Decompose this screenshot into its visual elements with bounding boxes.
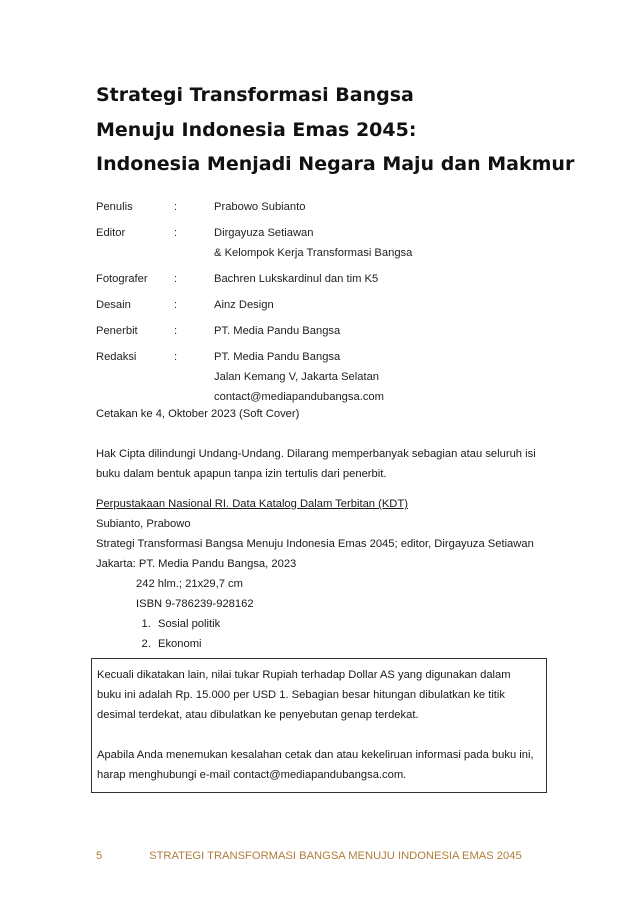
colophon-separator: : [174,201,178,213]
title-line-2: Menuju Indonesia Emas 2045: [96,118,417,141]
colophon-row-penulis [96,197,412,217]
kdt-publisher-line: Jakarta: PT. Media Pandu Bangsa, 2023 [96,558,297,570]
colophon-value-line: Bachren Lukskardinul dan tim K5 [214,273,379,285]
colophon-value [214,295,274,315]
colophon-row-penerbit [96,321,412,341]
edition-statement: Cetakan ke 4, Oktober 2023 (Soft Cover) [96,408,300,420]
colophon-value-line: Dirgayuza Setiawan [214,227,314,239]
notice-paragraph-2: Apabila Anda menemukan kesalahan cetak dan atau kekeliruan informasi pada buku ini, harap menghubungi e-mail contact@mediapandubangsa.com. [97,749,534,781]
colophon-value [214,347,384,407]
kdt-subject-item: 1. Sosial politik [154,614,534,634]
colophon-row-desain [96,295,412,315]
colophon-separator: : [174,325,178,337]
catalog-in-publication [96,494,534,654]
page-number: 5 [96,850,103,862]
kdt-subject-list [96,614,534,654]
colophon-value-line: PT. Media Pandu Bangsa [214,351,341,363]
colophon-label: Fotografer [96,273,148,285]
colophon-value [214,269,378,289]
colophon-label: Editor [96,227,126,239]
colophon-label: Redaksi [96,351,137,363]
colophon-value-line: Ainz Design [214,299,274,311]
title-line-3: Indonesia Menjadi Negara Maju dan Makmur [96,153,575,175]
colophon-value-line: contact@mediapandubangsa.com [214,391,384,403]
colophon-separator: : [174,227,178,239]
page-footer [96,850,522,862]
colophon-value-line: Jalan Kemang V, Jakarta Selatan [214,371,380,383]
colophon-label: Desain [96,299,131,311]
kdt-title-line: Strategi Transformasi Bangsa Menuju Indonesia Emas 2045; editor, Dirgayuza Setiawan [96,538,534,550]
colophon-label: Penerbit [96,325,138,337]
colophon-row-editor [96,223,412,263]
colophon-row-fotografer [96,269,412,289]
notice-box [91,658,547,793]
colophon-value [214,223,412,263]
colophon-value-line: & Kelompok Kerja Transformasi Bangsa [214,247,413,259]
colophon-value-line: PT. Media Pandu Bangsa [214,325,341,337]
colophon-label: Penulis [96,201,133,213]
title-line-1: Strategi Transformasi Bangsa [96,84,414,106]
colophon-row-redaksi [96,347,412,407]
colophon-value [214,321,340,341]
colophon-value [214,197,305,217]
running-title: STRATEGI TRANSFORMASI BANGSA MENUJU INDONESIA EMAS 2045 [149,850,522,862]
kdt-author: Subianto, Prabowo [96,518,191,530]
kdt-pages: 242 hlm.; 21x29,7 cm [136,578,243,590]
kdt-isbn: ISBN 9-786239-928162 [136,598,254,610]
colophon-list [96,197,412,413]
colophon-value-line: Prabowo Subianto [214,201,306,213]
colophon-separator: : [174,351,178,363]
kdt-heading: Perpustakaan Nasional RI. Data Katalog Dalam Terbitan (KDT) [96,498,408,510]
colophon-separator: : [174,299,178,311]
notice-paragraph-1: Kecuali dikatakan lain, nilai tukar Rupiah terhadap Dollar AS yang digunakan dalam buku ini adalah Rp. 15.000 per USD 1. Sebagian besar hitungan dibulatkan ke titik desimal terdekat, atau dibulatkan ke penyebutan genap terdekat. [97,669,511,721]
kdt-subject-item: 2. Ekonomi [154,634,534,654]
copyright-statement: Hak Cipta dilindungi Undang-Undang. Dilarang memperbanyak sebagian atau seluruh isi buku dalam bentuk apapun tanpa izin tertulis dari penerbit. [96,448,536,480]
book-title [96,78,574,182]
colophon-separator: : [174,273,178,285]
